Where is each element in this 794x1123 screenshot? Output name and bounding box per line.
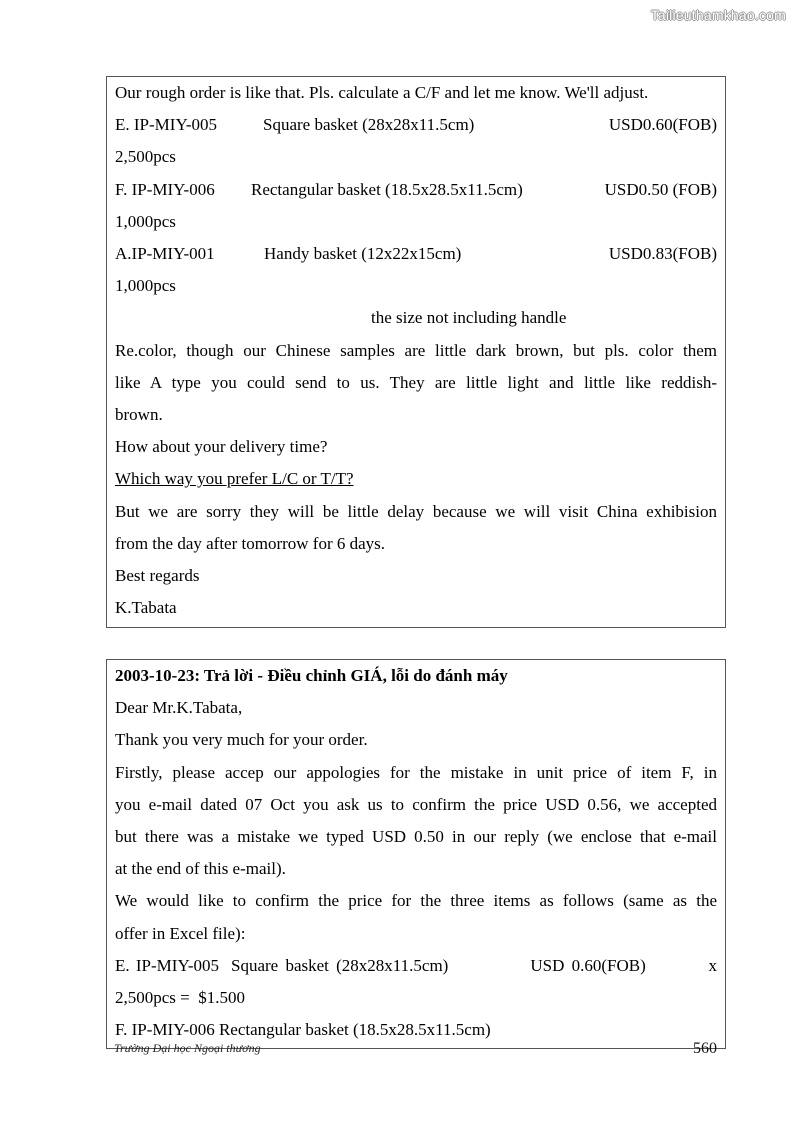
order-item-e [115, 109, 717, 141]
item-code: A.IP-MIY-001 [115, 244, 215, 264]
item-desc: Handy basket (12x22x15cm) [264, 244, 462, 264]
payment-question: Which way you prefer L/C or T/T? [115, 469, 354, 489]
color-text-line: like A type you could send to us. They are little light and little like reddish- [115, 372, 717, 392]
footer-school: Trường Đại học Ngoại thương [114, 1041, 261, 1055]
item-qty: 1,000pcs [115, 276, 176, 296]
confirm-line: offer in Excel file): [115, 923, 246, 943]
intro-text: Our rough order is like that. Pls. calculate a C/F and let me know. We'll adjust. [115, 83, 649, 102]
color-text-line: brown. [115, 405, 163, 425]
item-qty: 2,500pcs [115, 147, 176, 167]
delivery-question: How about your delivery time? [115, 437, 328, 457]
item-code: E. IP-MIY-005 [115, 115, 217, 135]
signature: K.Tabata [115, 598, 177, 618]
item-desc: Rectangular basket (18.5x28.5x11.5cm) [251, 179, 523, 199]
color-text-line: Re.color, though our Chinese samples are little dark brown, but pls. color them [115, 340, 717, 360]
confirm-item-f: F. IP-MIY-006 Rectangular basket (18.5x28.5x11.5cm) [115, 1020, 491, 1040]
sorry-text-line: from the day after tomorrow for 6 days. [115, 533, 386, 553]
order-item-a [115, 238, 717, 270]
item-price: USD0.60(FOB) [608, 115, 717, 135]
confirm-item-e [115, 950, 717, 982]
item-desc: Square basket (28x28x11.5cm) [231, 955, 449, 975]
item-price: USD0.50 (FOB) [604, 179, 717, 199]
item-price: USD 0.60(FOB) [530, 955, 646, 975]
watermark: Tailieuthamkhao.com [650, 7, 786, 23]
apology-line: you e-mail dated 07 Oct you ask us to confirm the price USD 0.56, we accepted [115, 794, 717, 814]
item-desc: Square basket (28x28x11.5cm) [263, 115, 475, 135]
greeting: Dear Mr.K.Tabata, [115, 698, 243, 718]
multiply-sign: x [708, 955, 717, 975]
apology-line: at the end of this e-mail). [115, 859, 286, 879]
item-qty: 1,000pcs [115, 211, 176, 231]
sorry-text-line: But we are sorry they will be little delay because we will visit China exhibision [115, 501, 717, 521]
apology-line: Firstly, please accep our appologies for the mistake in unit price of item F, in [115, 762, 717, 782]
item-code: F. IP-MIY-006 [115, 179, 215, 199]
closing: Best regards [115, 566, 200, 586]
item-code: E. IP-MIY-005 [115, 955, 219, 975]
item-total: 2,500pcs = $1.500 [115, 988, 245, 1008]
apology-line: but there was a mistake we typed USD 0.50 in our reply (we enclose that e-mail [115, 827, 717, 847]
confirm-line: We would like to confirm the price for the three items as follows (same as the [115, 891, 717, 911]
page-number: 560 [693, 1040, 717, 1057]
reply-heading: 2003-10-23: Trả lời - Điều chỉnh GIÁ, lỗi do đánh máy [115, 666, 508, 685]
email-box-customer [106, 76, 726, 628]
size-note: the size not including handle [371, 308, 567, 328]
email-box-reply [106, 659, 726, 1049]
item-price: USD0.83(FOB) [608, 244, 717, 264]
thanks-text: Thank you very much for your order. [115, 730, 368, 750]
order-item-f [115, 174, 717, 206]
